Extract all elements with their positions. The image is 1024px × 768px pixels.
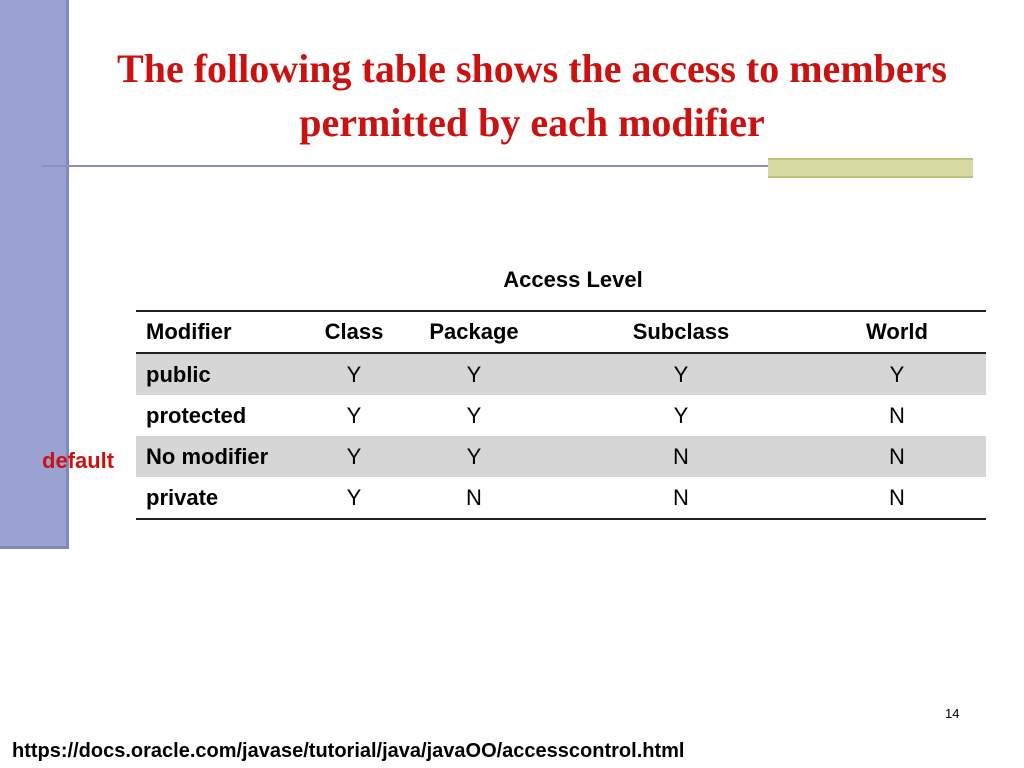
header-modifier: Modifier bbox=[136, 311, 314, 353]
header-package: Package bbox=[394, 311, 554, 353]
cell-class: Y bbox=[346, 484, 362, 510]
table-row bbox=[136, 353, 986, 395]
table-row bbox=[136, 477, 986, 519]
title-accent-bar bbox=[768, 158, 973, 178]
row-modifier: private bbox=[146, 484, 219, 510]
cell-class: Y bbox=[314, 436, 394, 477]
page-number: 14 bbox=[945, 706, 960, 721]
cell-world: N bbox=[889, 484, 905, 510]
row-modifier: protected bbox=[146, 402, 247, 428]
default-annotation: default bbox=[42, 448, 115, 473]
cell-subclass: Y bbox=[554, 353, 808, 395]
header-world: World bbox=[808, 311, 986, 353]
cell-package: N bbox=[466, 484, 482, 510]
table-row bbox=[136, 436, 986, 477]
cell-subclass: Y bbox=[673, 402, 689, 428]
cell-package: Y bbox=[466, 402, 482, 428]
table-row bbox=[136, 395, 986, 436]
header-subclass: Subclass bbox=[554, 311, 808, 353]
cell-package: Y bbox=[394, 436, 554, 477]
cell-world: N bbox=[889, 402, 905, 428]
cell-class: Y bbox=[346, 402, 362, 428]
cell-subclass: N bbox=[673, 484, 689, 510]
header-class: Class bbox=[314, 311, 394, 353]
row-modifier: public bbox=[136, 353, 314, 395]
table-header-row bbox=[136, 311, 986, 353]
slide-title: The following table shows the access to members permitted by each modifier bbox=[117, 46, 947, 145]
access-table bbox=[136, 310, 986, 520]
row-modifier: No modifier bbox=[136, 436, 314, 477]
source-url: https://docs.oracle.com/javase/tutorial/java/javaOO/accesscontrol.html bbox=[12, 740, 685, 762]
cell-package: Y bbox=[394, 353, 554, 395]
cell-world: Y bbox=[808, 353, 986, 395]
cell-world: N bbox=[808, 436, 986, 477]
cell-subclass: N bbox=[554, 436, 808, 477]
cell-class: Y bbox=[314, 353, 394, 395]
table-caption: Access Level bbox=[503, 267, 643, 292]
